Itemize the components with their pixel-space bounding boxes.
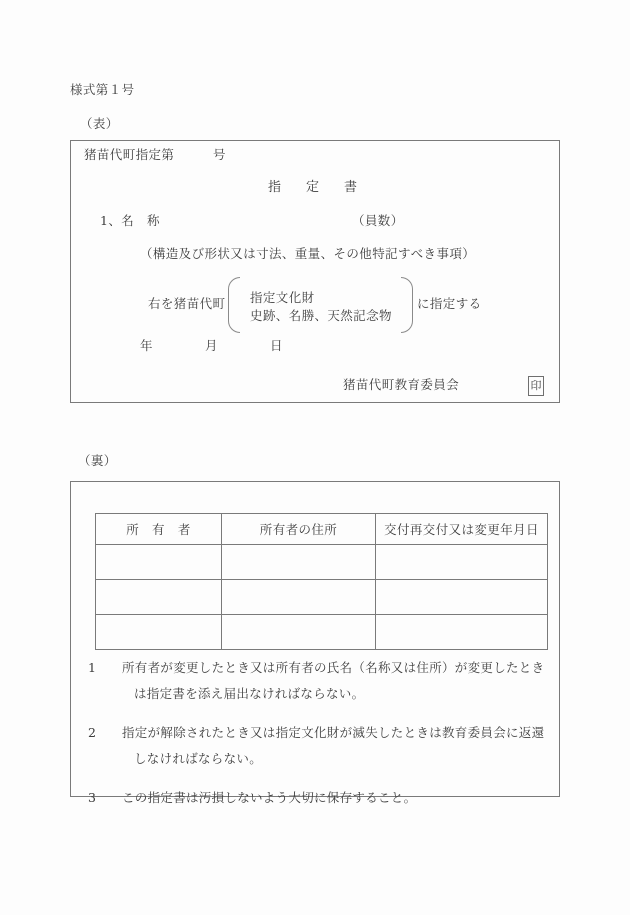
table-header-owner: 所 有 者 [96, 514, 222, 545]
table-cell-owner[interactable] [96, 545, 222, 580]
count-label: （員数） [352, 213, 404, 228]
designation-options-brace [228, 277, 413, 333]
issuer-name: 猪苗代町教育委員会 [343, 377, 460, 392]
table-row [96, 545, 548, 580]
certificate-number: 猪苗代町指定第 号 [84, 147, 226, 162]
date-line: 年 月 日 [140, 338, 284, 353]
list-item [88, 785, 548, 811]
owner-table [95, 513, 548, 650]
designation-prefix: 右を猪苗代町 [148, 296, 226, 311]
designation-option-cultural-property: 指定文化財 [250, 290, 315, 305]
note-text: 指定が解除されたとき又は指定文化財が滅失したときは教育委員会に返還しなければならない。 [122, 725, 545, 766]
seal-stamp-box: 印 [528, 376, 544, 396]
certificate-title: 指 定 書 [268, 180, 364, 195]
table-cell-owner[interactable] [96, 580, 222, 615]
table-cell-owner-address[interactable] [222, 580, 376, 615]
structure-note: （構造及び形状又は寸法、重量、その他特記すべき事項） [140, 246, 476, 261]
brace-right-icon [401, 277, 413, 333]
table-row [96, 615, 548, 650]
list-item [88, 655, 548, 707]
note-number: 2 [88, 725, 97, 740]
back-side-label: （裏） [78, 453, 117, 468]
table-header-issue-date: 交付再交付又は変更年月日 [376, 514, 548, 545]
front-side-label: （表） [80, 116, 119, 131]
note-text: この指定書は汚損しないよう大切に保存すること。 [122, 790, 417, 805]
note-number: 3 [88, 790, 97, 805]
name-label: 1、名 称 [100, 213, 160, 228]
form-number: 様式第１号 [70, 82, 135, 97]
table-cell-owner-address[interactable] [222, 545, 376, 580]
table-header-row [96, 514, 548, 545]
note-number: 1 [88, 660, 97, 675]
table-cell-issue-date[interactable] [376, 545, 548, 580]
list-item [88, 720, 548, 772]
brace-left-icon [228, 277, 240, 333]
note-text: 所有者が変更したとき又は所有者の氏名（名称又は住所）が変更したときは指定書を添え届出なければならない。 [122, 660, 545, 701]
table-header-owner-address: 所有者の住所 [222, 514, 376, 545]
designation-option-historic-site: 史跡、名勝、天然記念物 [250, 308, 392, 323]
designation-suffix: に指定する [417, 296, 482, 311]
owner-table-body [96, 545, 548, 650]
notes-list [88, 655, 548, 824]
table-row [96, 580, 548, 615]
table-cell-owner-address[interactable] [222, 615, 376, 650]
table-cell-owner[interactable] [96, 615, 222, 650]
table-cell-issue-date[interactable] [376, 615, 548, 650]
table-cell-issue-date[interactable] [376, 580, 548, 615]
